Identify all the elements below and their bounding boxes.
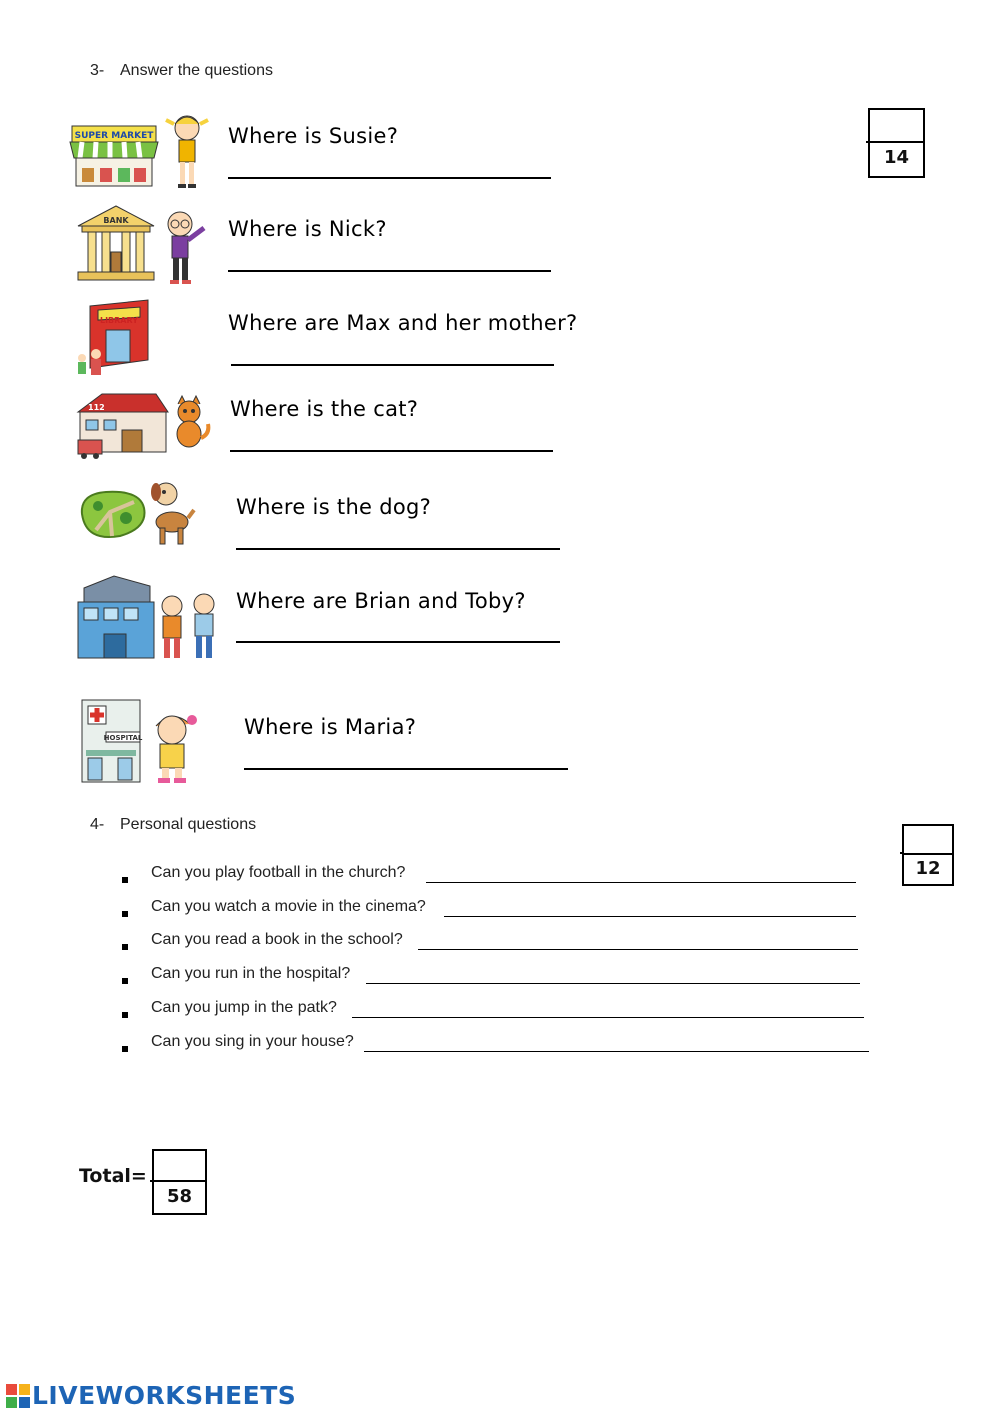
section-4-score-box bbox=[902, 824, 954, 886]
fire-station-house-picture bbox=[74, 390, 170, 462]
question-1-text: Where is Susie? bbox=[228, 124, 399, 148]
total-score-box bbox=[152, 1149, 207, 1215]
section-3-number: 3- bbox=[90, 62, 105, 79]
personal-question-1: Can you play football in the church? bbox=[151, 864, 406, 881]
hospital-sign: HOSPITAL bbox=[103, 734, 143, 742]
answer-line-7[interactable] bbox=[244, 768, 568, 770]
section-3-score-box bbox=[868, 108, 925, 178]
section-4-heading bbox=[90, 816, 256, 834]
question-5-text: Where is the dog? bbox=[236, 495, 432, 519]
girl-susie-picture bbox=[162, 110, 212, 192]
personal-answer-line-5[interactable] bbox=[352, 1017, 864, 1018]
score-box-tick bbox=[866, 141, 870, 143]
score-box-tick bbox=[900, 852, 904, 854]
answer-line-3[interactable] bbox=[231, 364, 554, 366]
personal-answer-line-2[interactable] bbox=[444, 916, 856, 917]
liveworksheets-logo-icon bbox=[6, 1384, 30, 1408]
section-4-number: 4- bbox=[90, 816, 105, 833]
answer-line-4[interactable] bbox=[230, 450, 553, 452]
personal-answer-line-6[interactable] bbox=[364, 1051, 869, 1052]
personal-question-6: Can you sing in your house? bbox=[151, 1033, 354, 1050]
bank-picture bbox=[76, 204, 156, 284]
park-picture bbox=[76, 484, 148, 544]
section-4-title: Personal questions bbox=[120, 816, 257, 833]
answer-line-5[interactable] bbox=[236, 548, 560, 550]
boy-nick-picture bbox=[158, 206, 208, 286]
question-2-text: Where is Nick? bbox=[228, 217, 387, 241]
bank-sign: BANK bbox=[103, 216, 129, 225]
section-3-title: Answer the questions bbox=[120, 62, 273, 79]
school-building-picture bbox=[74, 574, 156, 664]
supermarket-picture bbox=[68, 120, 160, 190]
total-input-area[interactable] bbox=[154, 1151, 205, 1182]
personal-answer-line-3[interactable] bbox=[418, 949, 858, 950]
bullet-6 bbox=[122, 1039, 128, 1057]
bullet-1 bbox=[122, 870, 128, 888]
supermarket-sign: SUPER MARKET bbox=[74, 131, 154, 141]
personal-question-3: Can you read a book in the school? bbox=[151, 931, 403, 948]
bullet-5 bbox=[122, 1005, 128, 1023]
girl-maria-picture bbox=[146, 708, 202, 784]
personal-question-4: Can you run in the hospital? bbox=[151, 965, 351, 982]
bullet-3 bbox=[122, 937, 128, 955]
answer-line-2[interactable] bbox=[228, 270, 551, 272]
personal-answer-line-4[interactable] bbox=[366, 983, 860, 984]
hospital-picture bbox=[78, 696, 144, 786]
library-picture bbox=[70, 298, 154, 380]
personal-question-2: Can you watch a movie in the cinema? bbox=[151, 898, 426, 915]
dog-picture bbox=[146, 478, 196, 548]
bullet-4 bbox=[122, 971, 128, 989]
score-input-area[interactable] bbox=[870, 110, 923, 143]
library-sign: LIBRARY bbox=[99, 316, 139, 325]
question-3-text: Where are Max and her mother? bbox=[228, 311, 578, 335]
score-box-tick bbox=[150, 1180, 154, 1182]
answer-line-1[interactable] bbox=[228, 177, 551, 179]
house-number: 112 bbox=[88, 403, 105, 412]
question-6-text: Where are Brian and Toby? bbox=[236, 589, 526, 613]
total-score: 58 bbox=[166, 1186, 193, 1207]
cat-picture bbox=[166, 394, 212, 450]
boys-brian-toby-picture bbox=[152, 592, 224, 664]
personal-question-5: Can you jump in the patk? bbox=[151, 999, 337, 1016]
section-4-score: 12 bbox=[915, 858, 941, 879]
question-7-text: Where is Maria? bbox=[244, 715, 417, 739]
question-4-text: Where is the cat? bbox=[230, 397, 419, 421]
liveworksheets-brand[interactable]: LIVEWORKSHEETS bbox=[32, 1381, 297, 1410]
bullet-2 bbox=[122, 904, 128, 922]
section-3-heading bbox=[90, 62, 273, 80]
answer-line-6[interactable] bbox=[236, 641, 560, 643]
total-label: Total= bbox=[79, 1165, 147, 1187]
score-input-area[interactable] bbox=[904, 826, 952, 855]
section-3-score: 14 bbox=[883, 147, 910, 168]
personal-answer-line-1[interactable] bbox=[426, 882, 856, 883]
